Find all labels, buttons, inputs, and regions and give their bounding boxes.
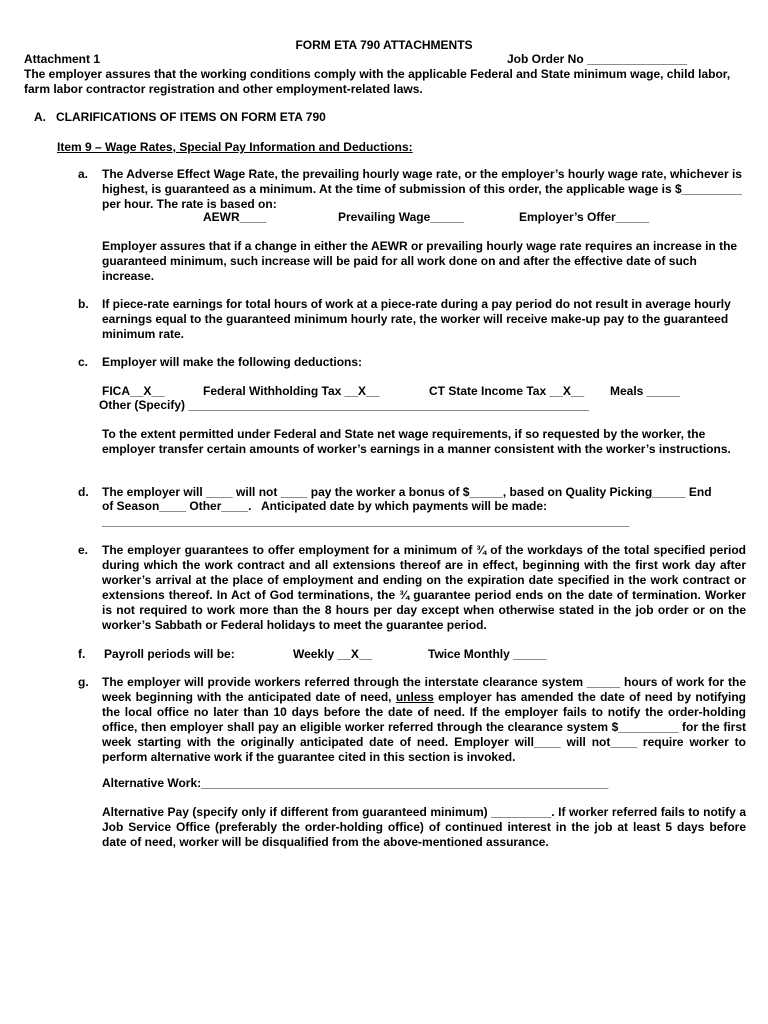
item-b-paragraph: If piece-rate earnings for total hours of work at a piece-rate during a pay period do not result in average hourly earnings equal to the guaranteed minimum hourly rate, the worker will receive make-up pay to the guaranteed minimum rate. <box>102 297 731 341</box>
form-title: FORM ETA 790 ATTACHMENTS <box>295 38 473 52</box>
fica-field[interactable]: FICA__X__ <box>102 384 165 398</box>
item-g-paragraph <box>102 675 746 765</box>
federal-withholding-field[interactable]: Federal Withholding Tax __X__ <box>203 384 380 398</box>
item-d-label: d. <box>78 485 89 499</box>
item-f-label: f. <box>78 647 86 661</box>
employer-offer-field[interactable]: Employer’s Offer_____ <box>519 210 650 224</box>
weekly-field[interactable]: Weekly __X__ <box>293 647 373 661</box>
alternative-pay-paragraph: Alternative Pay (specify only if different from guaranteed minimum) _________. If worker referred fails to notify a Job Service Office (preferably the order-holding office) of continued interest in the job at least 5 days before date of need, worker will be disqualified from the above-mentioned assurance. <box>102 805 746 849</box>
item-g-text-a: The employer will provide workers referred through the interstate clearance system _____ hours of work for the week beginning with the anticipated date of need, <box>102 675 746 704</box>
ct-state-tax-field[interactable]: CT State Income Tax __X__ <box>429 384 585 398</box>
item-a-label: a. <box>78 167 89 181</box>
prevailing-wage-field[interactable]: Prevailing Wage_____ <box>338 210 464 224</box>
payment-date-field[interactable]: _______________________________________________________________________________ <box>102 514 630 528</box>
other-specify-field[interactable]: Other (Specify) ____________________________________________________________ <box>99 398 589 412</box>
payroll-label: Payroll periods will be: <box>104 647 235 661</box>
alternative-work-field[interactable]: Alternative Work:_____________________________________________________________ <box>102 776 609 790</box>
item-b-label: b. <box>78 297 89 311</box>
item-c-label: c. <box>78 355 89 369</box>
intro-paragraph: The employer assures that the working conditions comply with the applicable Federal and State minimum wage, child labor, farm labor contractor registration and other employment-related laws. <box>24 67 731 96</box>
item-c-paragraph: Employer will make the following deductions: <box>102 355 363 369</box>
item-c-paragraph-2: To the extent permitted under Federal and State net wage requirements, if so requested by the worker, the employer transfer certain amounts of worker’s earnings in a manner consistent with the worker’s instructions. <box>102 427 731 456</box>
item-g-label: g. <box>78 675 89 689</box>
attachment-label: Attachment 1 <box>24 52 101 66</box>
twice-monthly-field[interactable]: Twice Monthly _____ <box>428 647 547 661</box>
item-a-paragraph-2: Employer assures that if a change in either the AEWR or prevailing hourly wage rate requires an increase in the guaranteed minimum, such increase will be paid for all work done on and after the effective date of such increase. <box>102 239 738 283</box>
meals-field[interactable]: Meals _____ <box>610 384 681 398</box>
item-a-paragraph: The Adverse Effect Wage Rate, the prevailing hourly wage rate, or the employer’s hourly wage rate, whichever is highest, is guaranteed as a minimum. At the time of submission of this order, the applicable wage is $_________ per hour. The rate is based on: <box>102 167 742 211</box>
section-a-heading: A. CLARIFICATIONS OF ITEMS ON FORM ETA 790 <box>34 110 326 124</box>
item-e-paragraph: The employer guarantees to offer employment for a minimum of ¾ of the workdays of the total specified period during which the work contract and all extensions thereof are in effect, beginning with the first work day after worker’s arrival at the place of employment and ending on the expiration date specified in the work contract or extensions thereof. In Act of God terminations, the ¾ guarantee period ends on the date of termination. Worker is not required to work more than the 8 hours per day except when otherwise stated in the job order or on the worker’s Sabbath or Federal holidays to meet the guarantee period. <box>102 543 746 632</box>
job-order-field[interactable]: Job Order No _______________ <box>507 52 688 66</box>
item-g-text-b: employer has amended the date of need by notifying the local office no later than 10 days before the date of need. If the employer fails to notify the order-holding office, then employer shall pay an eligible worker referred through the clearance system $_________ for the first week starting with the originally anticipated date of need. Employer will____ will not____ require worker to perform alternative work if the guarantee cited in this section is invoked. <box>102 690 746 764</box>
aewr-field[interactable]: AEWR____ <box>203 210 267 224</box>
unless-word: unless <box>395 690 434 704</box>
bonus-line-1[interactable]: The employer will ____ will not ____ pay the worker a bonus of $_____, based on Quality Picking_____ End <box>102 485 712 499</box>
item9-heading: Item 9 – Wage Rates, Special Pay Information and Deductions: <box>57 140 413 154</box>
item-e-label: e. <box>78 543 89 557</box>
bonus-line-2[interactable]: of Season____ Other____. Anticipated date by which payments will be made: <box>102 499 548 513</box>
